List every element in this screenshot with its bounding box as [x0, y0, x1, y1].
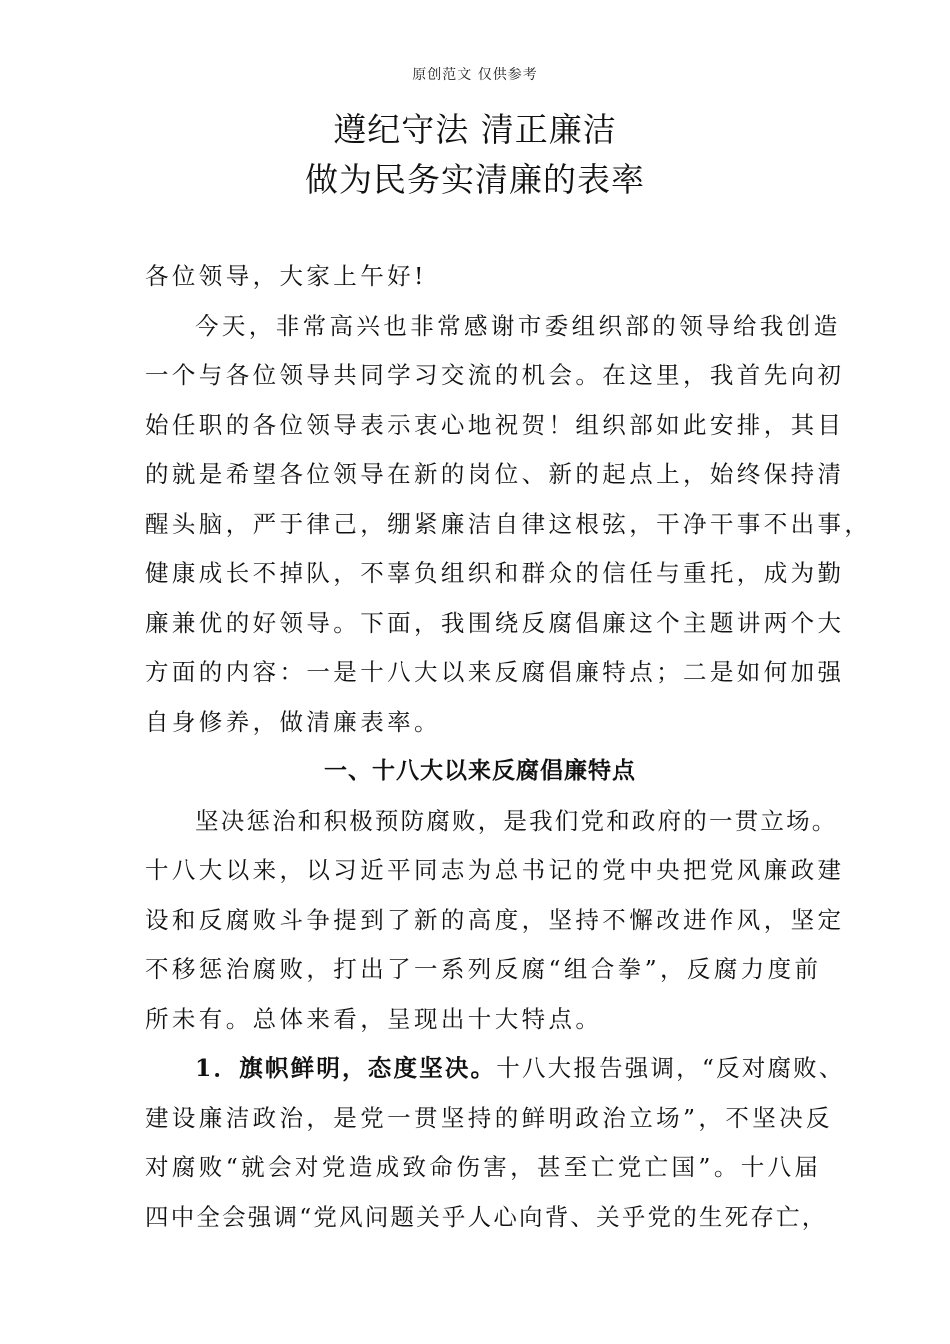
- header-note: 原创范文 仅供参考: [412, 67, 538, 83]
- point-1-line: 对腐败“就会对党造成致命伤害，甚至亡党亡国”。十八届: [145, 1153, 822, 1181]
- point-1-line: 建设廉洁政治，是党一贯坚持的鲜明政治立场”，不坚决反: [145, 1103, 833, 1132]
- point-1-lead: 1．旗帜鲜明，态度坚决。: [195, 1054, 497, 1082]
- paragraph-2-line: 所未有。总体来看，呈现出十大特点。: [145, 1004, 603, 1033]
- paragraph-1-line: 一个与各位领导共同学习交流的机会。在这里，我首先向初: [145, 361, 845, 389]
- section-heading: 一、十八大以来反腐倡廉特点: [324, 758, 636, 784]
- document-title-line-2: 做为民务实清廉的表率: [305, 160, 645, 199]
- paragraph-1-line: 廉兼优的好领导。下面，我围绕反腐倡廉这个主题讲两个大: [145, 608, 845, 637]
- point-1-first-line: [145, 1044, 845, 1094]
- paragraph-1-line: 的就是希望各位领导在新的岗位、新的起点上，始终保持清: [145, 460, 845, 488]
- paragraph-1-line: 方面的内容：一是十八大以来反腐倡廉特点；二是如何加强: [145, 658, 845, 686]
- paragraph-2-line: 不移惩治腐败，打出了一系列反腐“组合拳”，反腐力度前: [145, 955, 822, 983]
- paragraph-1-line: 今天，非常高兴也非常感谢市委组织部的领导给我创造: [195, 311, 841, 340]
- point-1-text: 十八大报告强调，“反对腐败、: [496, 1054, 845, 1082]
- paragraph-1-line: 健康成长不掉队，不辜负组织和群众的信任与重托，成为勤: [145, 559, 845, 587]
- paragraph-2-line: 坚决惩治和积极预防腐败，是我们党和政府的一贯立场。: [195, 806, 838, 835]
- document-title-line-1: 遵纪守法 清正廉洁: [333, 110, 617, 149]
- document-body: [145, 252, 872, 1242]
- paragraph-1-line: 始任职的各位领导表示衷心地祝贺！组织部如此安排，其目: [145, 410, 845, 439]
- paragraph-1-line: 醒头脑，严于律己，绷紧廉洁自律这根弦，干净干事不出事，: [145, 509, 872, 538]
- point-1-line: 四中全会强调“党风问题关乎人心向背、关乎党的生死存亡，: [145, 1202, 828, 1231]
- paragraph-2-line: 设和反腐败斗争提到了新的高度，坚持不懈改进作风，坚定: [145, 905, 845, 934]
- greeting: 各位领导，大家上午好!: [145, 262, 427, 290]
- paragraph-2-line: 十八大以来，以习近平同志为总书记的党中央把党风廉政建: [145, 856, 845, 884]
- paragraph-1-line: 自身修养，做清廉表率。: [145, 707, 441, 736]
